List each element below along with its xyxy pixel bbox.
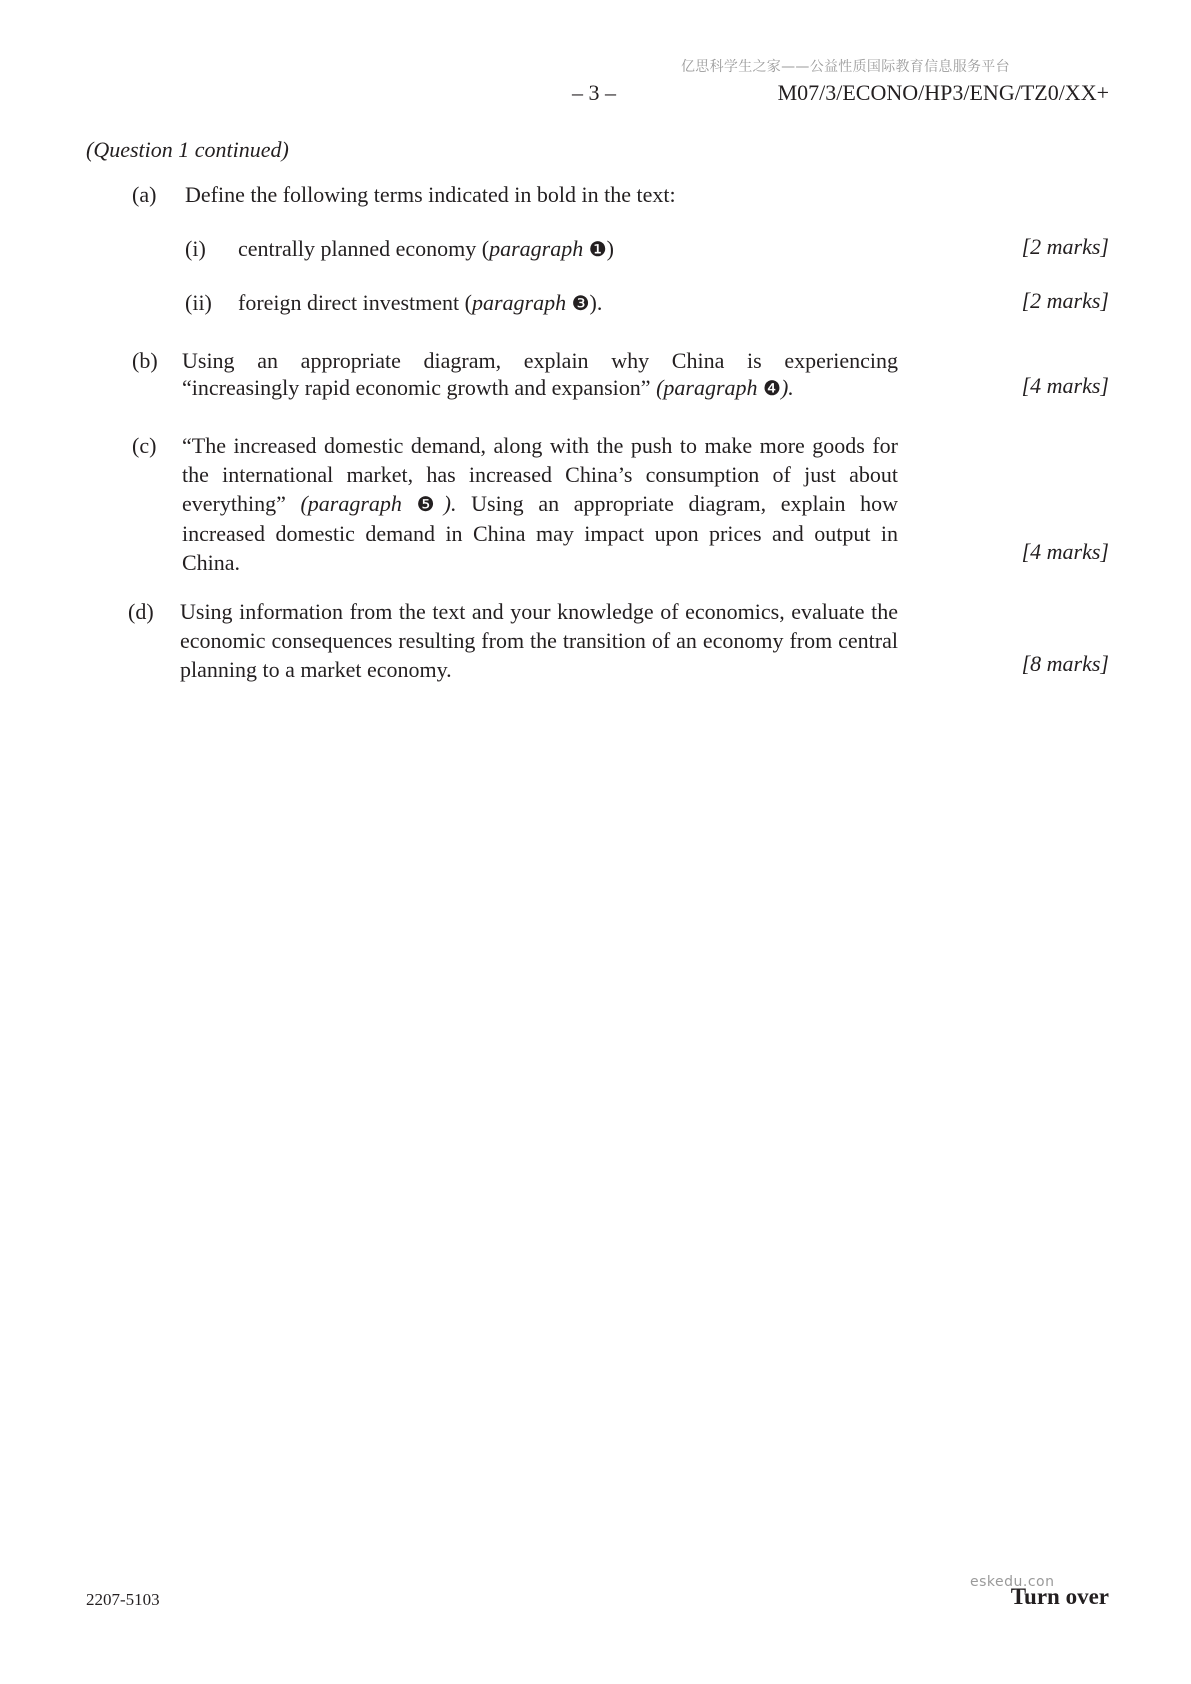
question-c-text [182,431,898,577]
watermark-top: 亿思科学生之家——公益性质国际教育信息服务平台 [681,59,1010,75]
part-i-text [238,234,878,264]
page-number: – 3 – [572,80,616,105]
part-i-ref: paragraph [489,236,584,261]
question-d-label: (d) [128,599,154,624]
part-ii-tail: ). [589,290,603,315]
watermark-bottom: eskedu.con [970,1574,1055,1590]
question-b-tail: ). [780,375,794,400]
exam-code: M07/3/ECONO/HP3/ENG/TZ0/XX+ [777,80,1109,105]
paragraph-5-marker: ❺ [416,492,444,516]
question-continued-label: (Question 1 continued) [86,137,289,162]
question-c-ref: (paragraph [300,491,402,516]
question-b-line2 [182,373,898,403]
part-i-label: (i) [185,236,206,261]
part-ii-text [238,288,878,318]
question-c-label: (c) [132,433,157,458]
part-i-marks: [2 marks] [1021,234,1109,259]
question-b-line1: Using an appropriate diagram, explain why China is experiencing [182,348,898,373]
footer-code: 2207-5103 [86,1590,160,1609]
question-b-label: (b) [132,348,158,373]
question-d-text: Using information from the text and your knowledge of economics, evaluate the economic consequences resulting from the transition of an economy from central planning to a market economy. [180,599,898,682]
part-i-term: centrally planned economy ( [238,236,490,261]
question-a-label: (a) [132,182,157,207]
paragraph-1-marker: ❶ [588,237,607,261]
question-b-quote: “increasingly rapid economic growth and expansion” [182,375,657,400]
part-ii-ref: paragraph [471,290,567,315]
part-ii-term: foreign direct investment ( [238,290,472,315]
question-b-marks: [4 marks] [1021,373,1109,398]
turn-over-label: Turn over [1010,1584,1109,1609]
paragraph-4-marker: ❹ [763,376,781,400]
part-ii-marks: [2 marks] [1021,288,1109,313]
paragraph-3-marker: ❸ [571,291,590,315]
question-a-text: Define the following terms indicated in bold in the text: [185,182,676,207]
part-i-tail: ) [606,236,614,261]
question-b-ref: (paragraph [656,375,758,400]
question-c-tail: ). [443,491,457,516]
part-ii-label: (ii) [185,290,212,315]
question-c-quote: “The increased domestic demand, along with the push to make more goods for the international market, has increased China’s consumption of just about everything” [182,433,898,516]
question-c-marks: [4 marks] [1021,539,1109,564]
question-c-instruction: Using an appropriate diagram, explain how increased domestic demand in China may impact upon prices and output in China. [182,491,899,575]
question-d-marks: [8 marks] [1021,651,1109,676]
